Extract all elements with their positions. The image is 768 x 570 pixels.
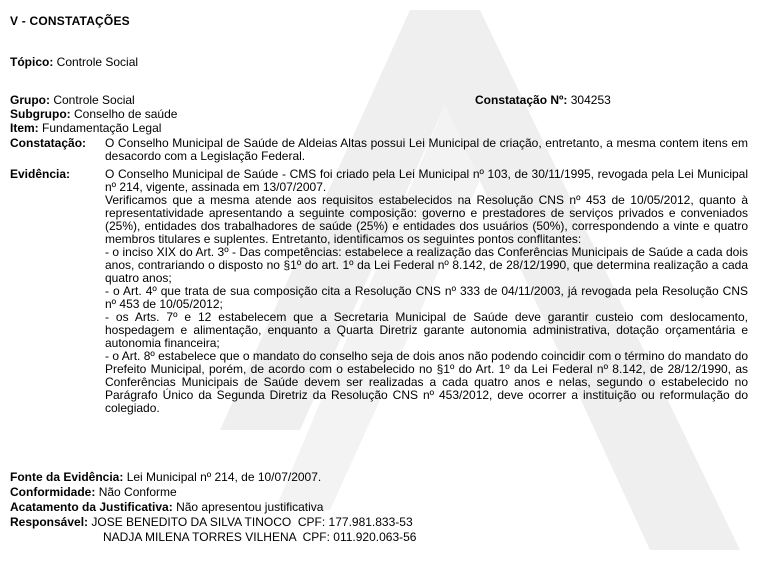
item-label: Item: [10,121,39,135]
evidence-paragraph: - o inciso XIX do Art. 3º - Das competências: estabelece a realização das Conferências Municipais de Saúde a cada dois anos, contrariando o disposto no §1º do art. 1º da Lei Federal nº 8.142, de 28/12/1990, que determina realização a cada quatro anos; [105,245,748,285]
finding-label: Constatação: [10,136,87,150]
conformity-label: Conformidade: [10,485,96,499]
subgroup-row [10,108,177,121]
evidence-paragraph: - o Art. 8º estabelece que o mandato do conselho seja de dois anos não podendo coincidir com o término do mandato do Prefeito Municipal, porém, de acordo com o estabelecido no §1º do Art. 1º da Lei Federal nº 8.142, de 28/12/1990, as Conferências Municipais de Saúde devem ser realizadas a cada quatro anos e nelas, segundo o estabelecido no Parágrafo Único da Segunda Diretriz da Resolução CNS nº 453/2012, deve ocorrer a instituição ou reformulação do colegiado. [105,349,748,415]
evidence-label: Evidência: [10,167,71,181]
evidence-paragraph: - os Arts. 7º e 12 estabelecem que a Secretaria Municipal de Saúde deve garantir custeio com deslocamento, hospedagem e alimentação, enquanto a Quarta Diretriz garante autonomia administrativa, dotação orçamentária e autonomia financeira; [105,310,748,350]
finding-number-label: Constatação Nº: [475,93,568,107]
evidence-paragraph: - o Art. 4º que trata de sua composição cita a Resolução CNS nº 333 de 04/11/2003, já revogada pela Resolução CNS nº 453 de 10/05/2012; [105,284,748,311]
evidence-paragraph: O Conselho Municipal de Saúde - CMS foi criado pela Lei Municipal nº 103, de 30/11/1995, revogada pela Lei Municipal nº 214, vigente, assinada em 13/07/2007. [105,167,748,194]
finding-text [105,137,748,163]
evidence-source-value: Lei Municipal nº 214, de 10/07/2007. [126,470,322,484]
topic-value: Controle Social [56,55,139,69]
evidence-source-label: Fonte da Evidência: [10,470,124,484]
finding-number-row [475,94,611,107]
finding-number-value: 304253 [570,93,611,107]
group-value: Controle Social [53,93,135,107]
topic-label: Tópico: [10,55,54,69]
evidence-paragraph: Verificamos que a mesma atende aos requisitos estabelecidos na Resolução CNS nº 453 de 10/05/2012, quanto à representatividade apresentando a seguinte composição: governo e prestadores de serviços privados e conveniados (25%), entidades dos trabalhadores de saúde (25%) e entidades dos usuários (50%), correspondendo a vinte e quatro membros titulares e suplentes. Entretanto, identificamos os seguintes pontos conflitantes: [105,193,748,246]
evidence-source-row [10,471,321,484]
responsible-person: JOSE BENEDITO DA SILVA TINOCO CPF: 177.981.833-53 [91,515,413,529]
justification-value: Não apresentou justificativa [176,500,324,514]
responsible-person: NADJA MILENA TORRES VILHENA CPF: 011.920.063-56 [103,530,417,544]
justification-row [10,501,323,514]
group-row [10,94,135,107]
subgroup-label: Subgrupo: [10,107,71,121]
responsible-label: Responsável: [10,515,89,529]
item-row [10,122,161,135]
item-value: Fundamentação Legal [42,121,162,135]
group-label: Grupo: [10,93,50,107]
conformity-row [10,486,177,499]
justification-label: Acatamento da Justificativa: [10,500,173,514]
responsible-row [10,516,413,529]
finding-paragraph: O Conselho Municipal de Saúde de Aldeias Altas possui Lei Municipal de criação, entretanto, a mesma contem itens em desacordo com a Legislação Federal. [105,136,748,163]
section-title: V - CONSTATAÇÕES [10,14,130,28]
topic-row [10,56,138,69]
conformity-value: Não Conforme [98,485,177,499]
evidence-text [105,168,748,415]
subgroup-value: Conselho de saúde [74,107,178,121]
